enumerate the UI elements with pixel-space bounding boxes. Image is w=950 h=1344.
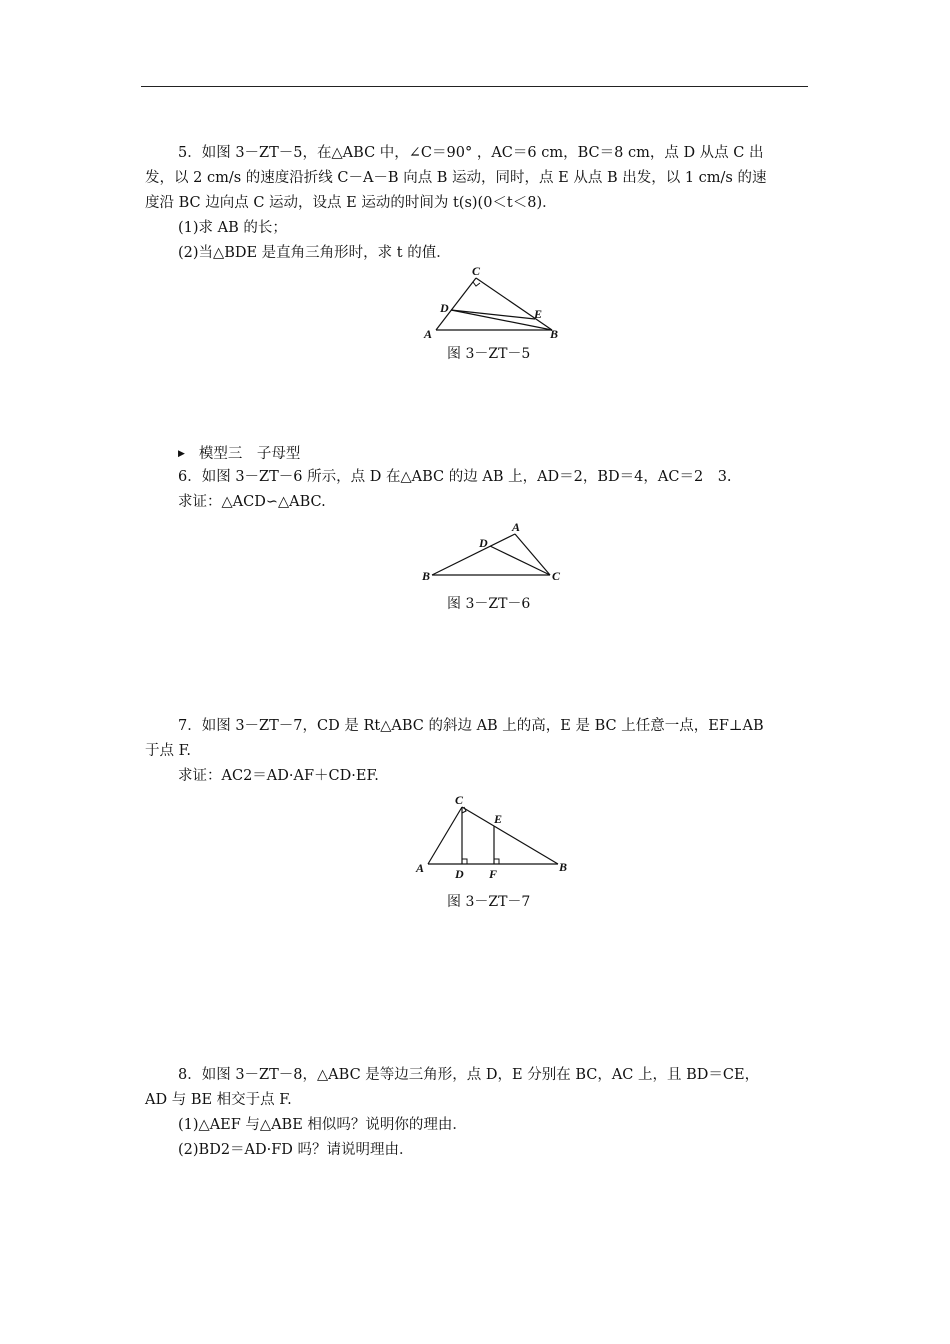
- triangle-bullet-icon: ▶: [178, 449, 185, 459]
- figure-3-zt-5: [420, 262, 570, 342]
- problem-5-line-1: 5．如图 3－ZT－5，在△ABC 中，∠C＝90° ，AC＝6 cm，BC＝8 cm，点 D 从点 C 出: [178, 145, 764, 161]
- header-rule: [141, 86, 808, 87]
- section-heading: [178, 442, 300, 463]
- fig7-label-c: C: [455, 793, 464, 807]
- figure-3-zt-7: [412, 792, 577, 882]
- fig7-label-a: A: [416, 861, 425, 875]
- problem-8-line-1: 8．如图 3－ZT－8，△ABC 是等边三角形，点 D，E 分别在 BC，AC 上，且 BD＝CE，: [178, 1067, 760, 1083]
- figure-7-caption: 图 3－ZT－7: [447, 894, 531, 910]
- fig5-label-a: A: [424, 327, 433, 341]
- problem-8-line-2: AD 与 BE 相交于点 F.: [145, 1092, 292, 1108]
- fig6-label-c: C: [552, 569, 561, 583]
- problem-6-line-2: 求证：△ACD∽△ABC.: [178, 494, 326, 510]
- problem-7-line-1: 7．如图 3－ZT－7，CD 是 Rt△ABC 的斜边 AB 上的高，E 是 BC 上任意一点，EF⊥AB: [178, 718, 764, 734]
- problem-5-line-2: 发，以 2 cm/s 的速度沿折线 C－A－B 向点 B 运动，同时，点 E 从点 B 出发，以 1 cm/s 的速: [145, 170, 767, 186]
- figure-3-zt-6: [420, 520, 570, 584]
- fig6-label-b: B: [422, 569, 431, 583]
- figure-5-caption: 图 3－ZT－5: [447, 346, 531, 362]
- fig6-label-d: D: [479, 536, 488, 550]
- problem-5-question-2: (2)当△BDE 是直角三角形时，求 t 的值．: [178, 245, 451, 261]
- fig7-label-e: E: [494, 812, 503, 826]
- problem-6-line-1: 6．如图 3－ZT－6 所示，点 D 在△ABC 的边 AB 上，AD＝2，BD＝4，AC＝2 3.: [178, 469, 732, 485]
- problem-8-question-1: (1)△AEF 与△ABE 相似吗？说明你的理由．: [178, 1117, 467, 1133]
- fig7-label-b: B: [559, 860, 568, 874]
- problem-7-line-3: 求证：AC2＝AD·AF＋CD·EF.: [178, 768, 379, 784]
- problem-5-line-3: 度沿 BC 边向点 C 运动，设点 E 运动的时间为 t(s)(0＜t＜8)．: [145, 195, 557, 211]
- problem-5-question-1: (1)求 AB 的长；: [178, 220, 287, 236]
- fig7-label-d: D: [455, 867, 464, 881]
- fig5-label-c: C: [472, 264, 481, 278]
- fig5-label-b: B: [550, 327, 559, 341]
- fig5-label-d: D: [440, 301, 449, 315]
- problem-8-question-2: (2)BD2＝AD·FD 吗？请说明理由．: [178, 1142, 414, 1158]
- fig6-label-a: A: [512, 520, 521, 534]
- fig7-label-f: F: [489, 867, 498, 881]
- section-title: 模型三 子母型: [198, 446, 301, 462]
- problem-7-line-2: 于点 F.: [145, 743, 192, 759]
- figure-6-caption: 图 3－ZT－6: [447, 596, 531, 612]
- fig5-label-e: E: [534, 307, 543, 321]
